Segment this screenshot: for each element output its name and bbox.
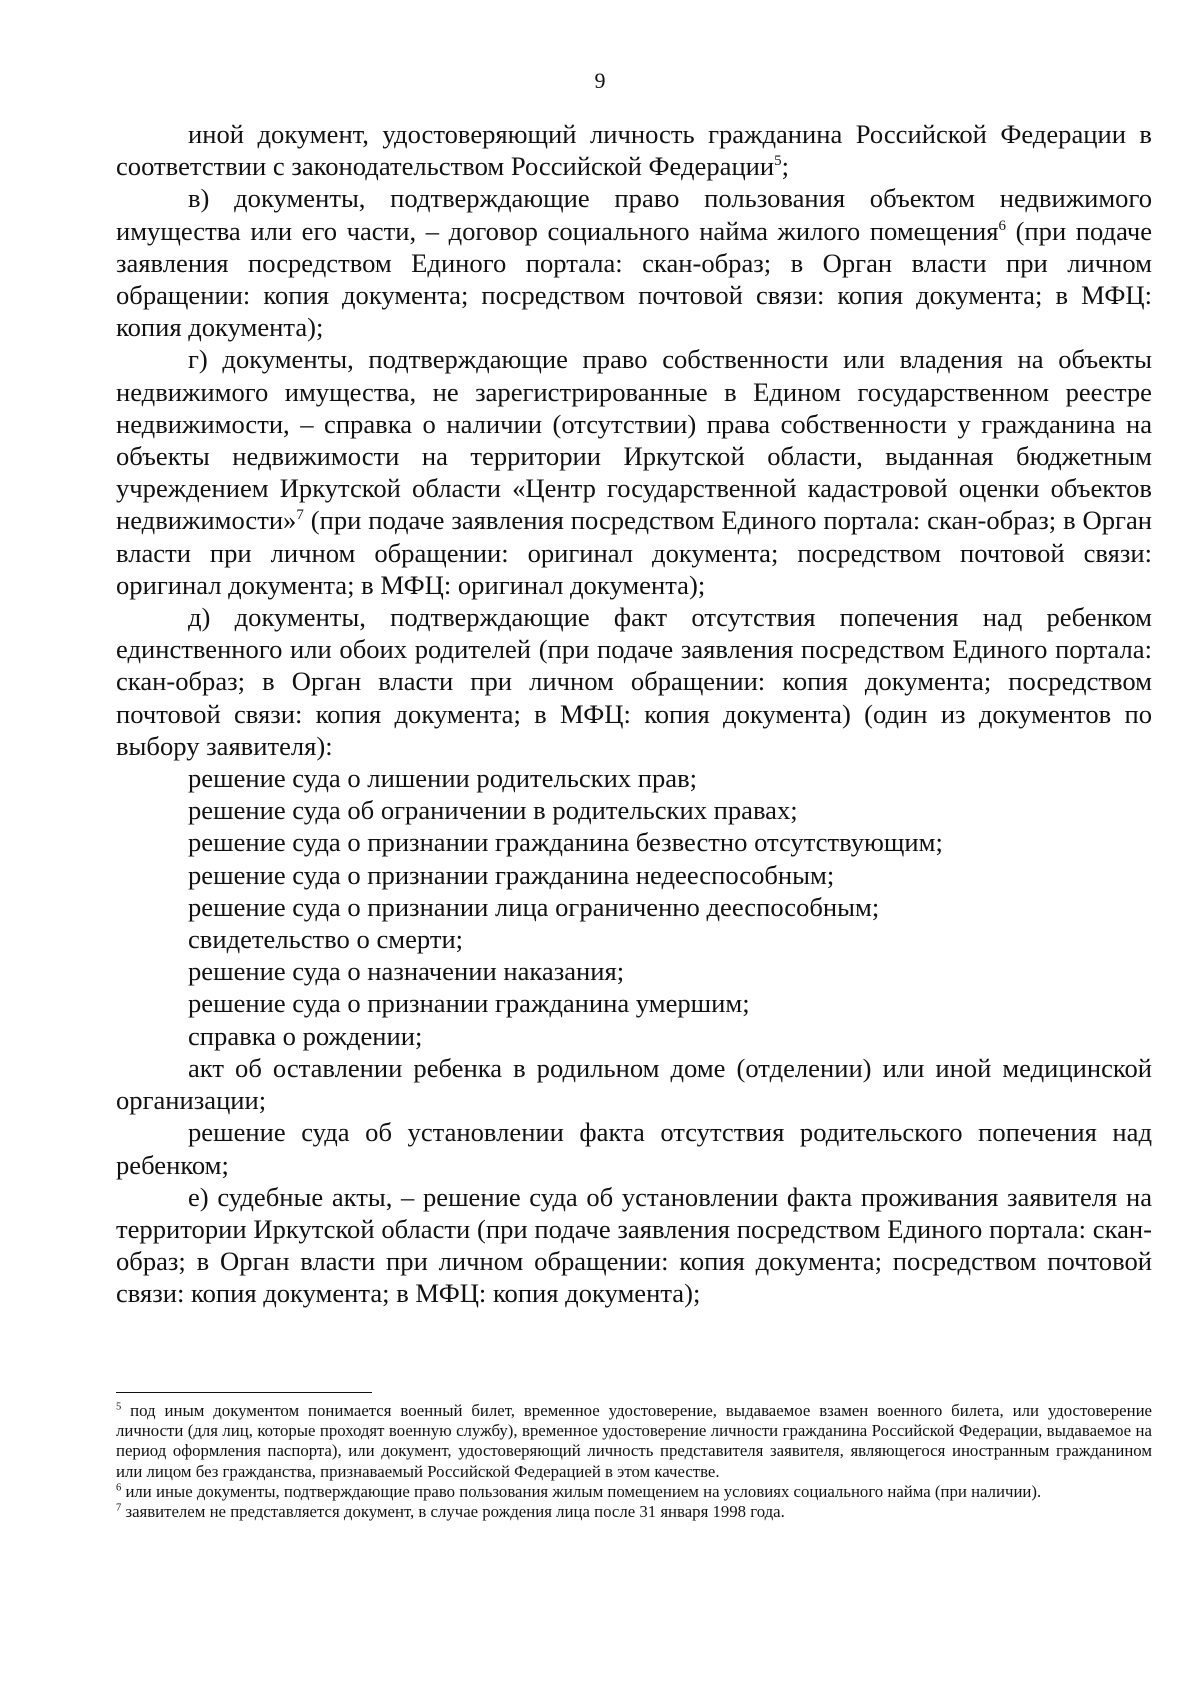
list-item: свидетельство о смерти;: [188, 924, 464, 955]
list-item: справка о рождении;: [188, 1020, 423, 1051]
paragraph-text: иной документ, удостоверяющий личность гражданина Российской Федерации в соответствии с законодательством Российской Федерации: [116, 119, 1152, 182]
footnote-number: 5: [116, 1401, 122, 1413]
footnote-text: под иным документом понимается военный билет, временное удостоверение, выдаваемое взамен военного билета, или удостоверение личности (для лиц, которые проходят военную службу), временное удостоверение личности гражданина Российской Федерации, выдаваемое на период оформления паспорта), или документ, удостоверяющий личность представителя заявителя, являющегося иностранным гражданином или лицом без гражданства, признаваемый Российской Федерацией в этом качестве.: [116, 1401, 1152, 1481]
footnote-ref-7[interactable]: 7: [296, 507, 304, 524]
footnote-number: 6: [116, 1482, 122, 1494]
footnote-text: заявителем не представляется документ, в случае рождения лица после 31 января 1998 года.: [121, 1502, 785, 1522]
footnote-ref-6[interactable]: 6: [998, 217, 1006, 234]
paragraph-court-decision: решение суда об установлении факта отсутствия родительского попечения над ребенком;: [116, 1117, 1152, 1180]
paragraph-item-e: е) судебные акты, – решение суда об установлении факта проживания заявителя на территории Иркутской области (при подаче заявления посредством Единого портала: скан-образ; в Орган власти при личном обращении: копия документа; посредством почтовой связи: копия документа; в МФЦ: копия документа);: [116, 1181, 1152, 1309]
footnote-5: [116, 1401, 1152, 1482]
paragraph-item-v: [116, 182, 1152, 343]
list-item: решение суда об ограничении в родительских правах;: [188, 795, 798, 826]
footnote-number: 7: [116, 1502, 122, 1514]
footnote-divider: [116, 1392, 372, 1393]
list-item: решение суда о признании гражданина умершим;: [188, 988, 750, 1019]
paragraph-text: в) документы, подтверждающие право пользования объектом недвижимого имущества или его части, – договор социального найма жилого помещения: [116, 183, 1152, 246]
document-body: [116, 118, 1152, 1310]
paragraph-tail: (при подаче заявления посредством Единого портала: скан-образ; в Орган власти при личном обращении: копия документа; посредством почтовой связи: копия документа; в МФЦ: копия документа);: [116, 215, 1152, 343]
footnote-7: [116, 1502, 1152, 1522]
paragraph-tail: (при подаче заявления посредством Единого портала: скан-образ; в Орган власти при личном обращении: оригинал документа; посредством почтовой связи: оригинал документа; в МФЦ: оригинал документа);: [116, 505, 1152, 600]
footnote-6: [116, 1482, 1152, 1502]
paragraph-item-g: [116, 343, 1152, 601]
page-number: 9: [594, 68, 606, 93]
list-item: решение суда о признании лица ограниченно дееспособным;: [188, 891, 880, 922]
paragraph-item-d: д) документы, подтверждающие факт отсутствия попечения над ребенком единственного или обоих родителей (при подаче заявления посредством Единого портала: скан-образ; в Орган власти при личном обращении: копия документа; посредством почтовой связи: копия документа; в МФЦ: копия документа) (один из документов по выбору заявителя):: [116, 602, 1152, 761]
footnote-text: или иные документы, подтверждающие право пользования жилым помещением на условиях социального найма (при наличии).: [121, 1481, 1042, 1501]
paragraph-text: г) документы, подтверждающие право собственности или владения на объекты недвижимого имущества, не зарегистрированные в Едином государственном реестре недвижимости, – справка о наличии (отсутствии) права собственности у гражданина на объекты недвижимости на территории Иркутской области, выданная бюджетным учреждением Иркутской области «Центр государственной кадастровой оценки объектов недвижимости»: [116, 344, 1152, 536]
paragraph-identity-document: [116, 118, 1152, 182]
list-item: решение суда о признании гражданина безвестно отсутствующим;: [188, 827, 943, 858]
list-item: решение суда о лишении родительских прав;: [188, 763, 698, 794]
list-item: решение суда о признании гражданина недееспособным;: [188, 859, 835, 890]
paragraph-tail: ;: [781, 151, 790, 182]
footnote-ref-5[interactable]: 5: [774, 153, 782, 170]
paragraph-abandonment-act: акт об оставлении ребенка в родильном доме (отделении) или иной медицинской организации;: [116, 1052, 1152, 1116]
footnotes: [116, 1401, 1152, 1522]
list-item: решение суда о назначении наказания;: [188, 956, 625, 987]
